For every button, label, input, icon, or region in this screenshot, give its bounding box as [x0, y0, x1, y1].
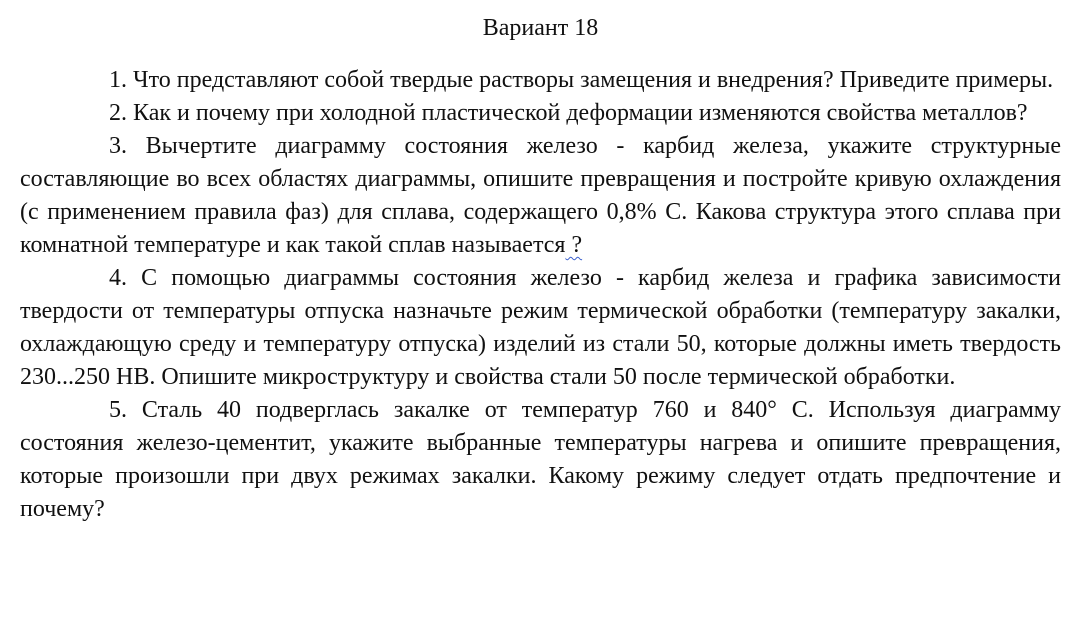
document-page	[20, 12, 1061, 526]
question-3	[20, 130, 1061, 262]
question-4: 4. С помощью диаграммы состояния железо - карбид железа и графика зависимости твердости от температуры отпуска назначьте режим термической обработки (температуру закалки, охлаждающую среду и температуру отпуска) изделий из стали 50, которые должны иметь твердость 230...250 НВ. Опишите микроструктуру и свойства стали 50 после термической обработки.	[20, 265, 1061, 390]
question-2: 2. Как и почему при холодной пластической деформации изменяются свойства металлов?	[109, 100, 1028, 126]
question-5: 5. Сталь 40 подверглась закалке от температур 760 и 840° С. Используя диаграмму состояния железо-цементит, укажите выбранные температуры нагрева и опишите превращения, которые произошли при двух режимах закалки. Какому режиму следует отдать предпочтение и почему?	[20, 397, 1061, 522]
question-3-text: 3. Вычертите диаграмму состояния железо - карбид железа, укажите структурные составляющие во всех областях диаграммы, опишите превращения и постройте кривую охлаждения (с применением правила фаз) для сплава, содержащего 0,8% С. Какова структура этого сплава при комнатной температуре и как такой сплав называется	[20, 133, 1061, 258]
spellcheck-marker: ?	[565, 232, 583, 258]
variant-title: Вариант 18	[482, 15, 599, 41]
question-1: 1. Что представляют собой твердые растворы замещения и внедрения? Приведите примеры.	[109, 67, 1054, 93]
